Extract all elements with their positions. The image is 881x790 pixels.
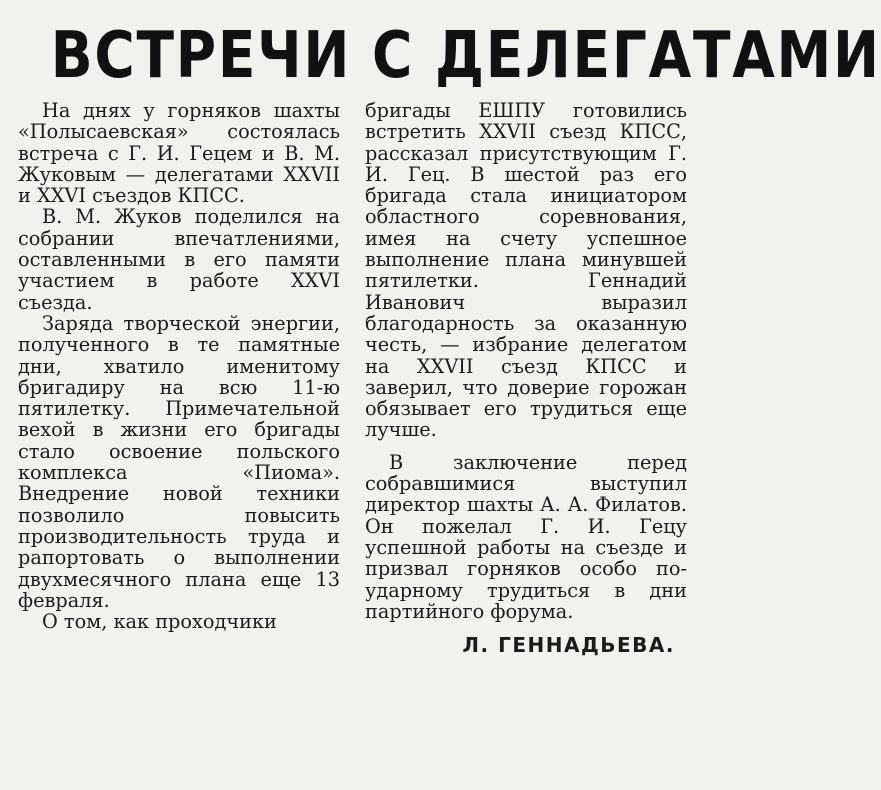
article-paragraph: В. М. Жуков поделился на собрании впечатлениями, оставленными в его памяти участием в работе XXVI съезда. bbox=[18, 205, 340, 314]
article-paragraph: О том, как проходчики bbox=[42, 610, 277, 634]
article-headline: ВСТРЕЧИ С ДЕЛЕГАТАМИ bbox=[50, 19, 881, 93]
article-column-right bbox=[365, 100, 687, 656]
article-author-signature: Л. ГЕННАДЬЕВА. bbox=[462, 633, 675, 658]
article-column-left bbox=[18, 100, 340, 632]
article-paragraph: Заряда творческой энергии, полученного в те памятные дни, хватило именитому бригадиру на всю 11-ю пятилетку. Примечательной вехой в жизни его бригады стало освоение польского комплекса «Пиома». Внедрение новой техники позволило повысить производительность труда и рапортовать о выполнении двухмесячного плана еще 13 февраля. bbox=[18, 311, 340, 612]
article-paragraph: В заключение перед собравшимися выступил директор шахты А. А. Филатов. Он пожелал Г. И. Гецу успешной работы на съезде и призвал горняков особо по-ударному трудиться в дни партийного форума. bbox=[365, 450, 687, 623]
article-paragraph: На днях у горняков шахты «Полысаевская» состоялась встреча с Г. И. Гецем и В. М. Жуковым — делегатами XXVII и XXVI съездов КПСС. bbox=[18, 99, 340, 208]
article-paragraph: бригады ЕШПУ готовились встретить XXVII съезд КПСС, рассказал присутствующим Г. И. Гец. В шестой раз его бригада стала инициатором областного соревнования, имея на счету успешное выполнение плана минувшей пятилетки. Геннадий Иванович выразил благодарность за оказанную честь, — избрание делегатом на XXVII съезд КПСС и заверил, что доверие горожан обязывает его трудиться еще лучше. bbox=[365, 99, 687, 442]
